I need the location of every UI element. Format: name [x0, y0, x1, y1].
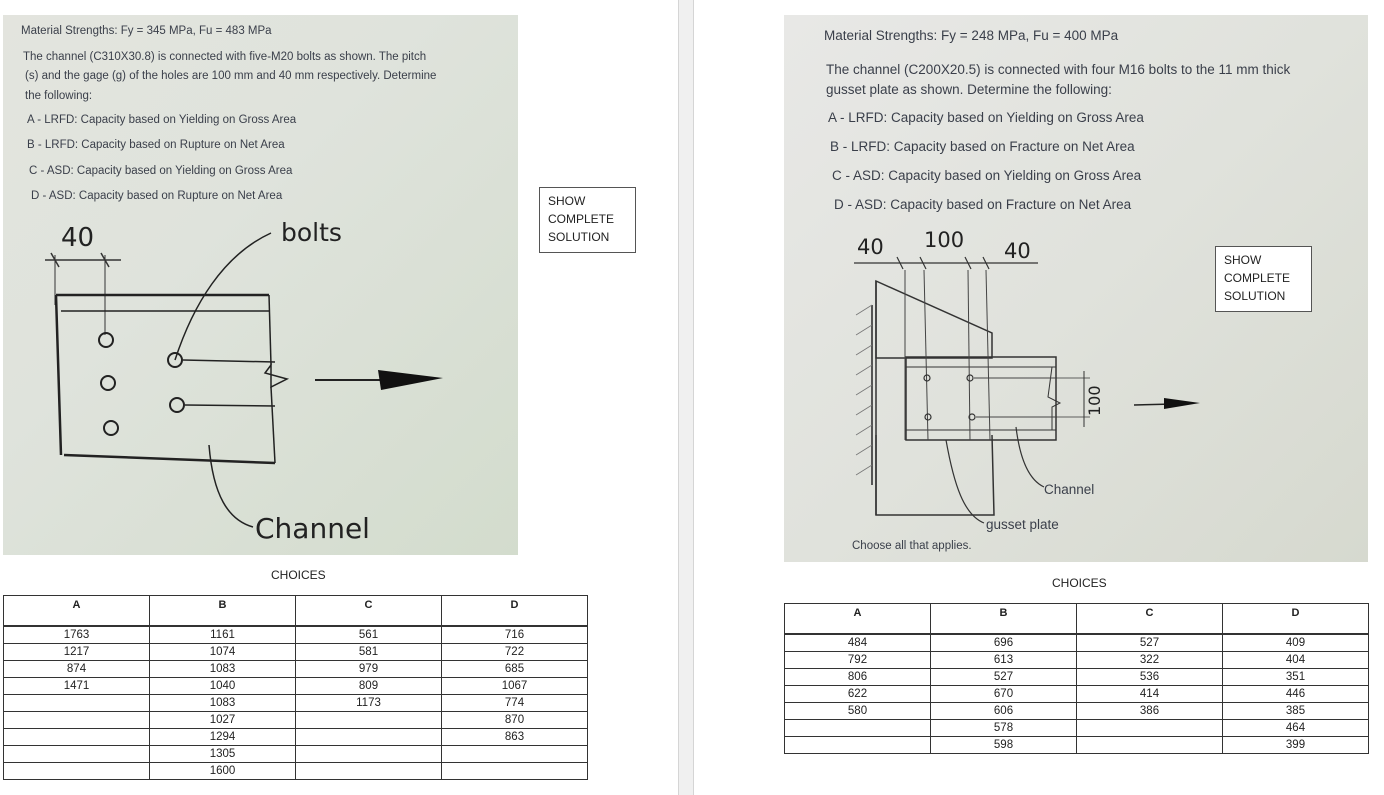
- table-row: [785, 669, 1369, 686]
- table-cell: 561: [296, 626, 442, 644]
- right-label-channel: Channel: [1044, 482, 1095, 497]
- table-cell: 863: [442, 729, 588, 746]
- table-cell: 1067: [442, 678, 588, 695]
- left-problem-image: [3, 15, 518, 555]
- left-label-channel: Channel: [255, 512, 370, 545]
- left-label-bolts: bolts: [281, 218, 342, 247]
- column-header-d: D: [442, 596, 588, 627]
- table-cell: [785, 737, 931, 754]
- column-header-d: D: [1223, 604, 1369, 635]
- table-cell: 484: [785, 634, 931, 652]
- table-row: [785, 686, 1369, 703]
- left-problem-line: The channel (C310X30.8) is connected with five-M20 bolts as shown. The pitch: [23, 51, 427, 63]
- table-cell: 1173: [296, 695, 442, 712]
- right-problem-line: gusset plate as shown. Determine the following:: [826, 82, 1112, 97]
- table-cell: [785, 720, 931, 737]
- table-cell: 386: [1077, 703, 1223, 720]
- table-cell: 622: [785, 686, 931, 703]
- right-label-gusset-plate: gusset plate: [986, 517, 1059, 532]
- column-header-b: B: [150, 596, 296, 627]
- table-cell: [4, 712, 150, 729]
- left-choices-table: [3, 595, 588, 780]
- table-cell: [4, 763, 150, 780]
- table-cell: 536: [1077, 669, 1223, 686]
- table-cell: 527: [931, 669, 1077, 686]
- table-row: [4, 626, 588, 644]
- table-cell: 414: [1077, 686, 1223, 703]
- column-header-c: C: [1077, 604, 1223, 635]
- left-problem-line: (s) and the gage (g) of the holes are 100 mm and 40 mm respectively. Determine: [25, 70, 437, 82]
- left-choices-title: CHOICES: [271, 568, 326, 582]
- column-header-b: B: [931, 604, 1077, 635]
- table-cell: 581: [296, 644, 442, 661]
- complete-text: COMPLETE: [548, 212, 615, 226]
- table-cell: [4, 746, 150, 763]
- table-cell: 1471: [4, 678, 150, 695]
- table-row: [4, 695, 588, 712]
- right-material-strengths: Material Strengths: Fy = 248 MPa, Fu = 400 MPa: [824, 28, 1119, 43]
- table-cell: [1077, 737, 1223, 754]
- column-header-a: A: [785, 604, 931, 635]
- column-header-a: A: [4, 596, 150, 627]
- table-row: [4, 644, 588, 661]
- table-cell: 716: [442, 626, 588, 644]
- table-cell: 1763: [4, 626, 150, 644]
- table-cell: 1083: [150, 661, 296, 678]
- table-cell: 792: [785, 652, 931, 669]
- table-cell: 1027: [150, 712, 296, 729]
- table-row: [785, 720, 1369, 737]
- table-cell: 598: [931, 737, 1077, 754]
- right-item-b: B - LRFD: Capacity based on Fracture on Net Area: [830, 139, 1135, 154]
- left-material-strengths: Material Strengths: Fy = 345 MPa, Fu = 483 MPa: [21, 25, 272, 37]
- right-dim-40b: 40: [1004, 239, 1031, 263]
- right-item-c: C - ASD: Capacity based on Yielding on Gross Area: [832, 168, 1142, 183]
- left-dim-40: 40: [61, 223, 95, 253]
- left-show-solution-box: [539, 187, 636, 253]
- table-cell: 809: [296, 678, 442, 695]
- table-cell: [442, 763, 588, 780]
- show-text: SHOW: [548, 194, 586, 208]
- table-cell: 696: [931, 634, 1077, 652]
- solution-text: SOLUTION: [1224, 289, 1286, 303]
- right-choices-title: CHOICES: [1052, 576, 1107, 590]
- table-header-row: [4, 596, 588, 627]
- table-cell: 1083: [150, 695, 296, 712]
- table-cell: 613: [931, 652, 1077, 669]
- table-cell: 870: [442, 712, 588, 729]
- column-header-c: C: [296, 596, 442, 627]
- table-cell: 1040: [150, 678, 296, 695]
- table-cell: [4, 695, 150, 712]
- table-cell: 1294: [150, 729, 296, 746]
- left-item-b: B - LRFD: Capacity based on Rupture on Net Area: [27, 139, 285, 151]
- table-cell: 446: [1223, 686, 1369, 703]
- table-row: [785, 634, 1369, 652]
- table-cell: 464: [1223, 720, 1369, 737]
- table-cell: 774: [442, 695, 588, 712]
- table-cell: 351: [1223, 669, 1369, 686]
- table-cell: 685: [442, 661, 588, 678]
- page-divider: [678, 0, 694, 795]
- table-row: [785, 652, 1369, 669]
- table-row: [4, 712, 588, 729]
- table-cell: 399: [1223, 737, 1369, 754]
- table-cell: 606: [931, 703, 1077, 720]
- table-row: [785, 703, 1369, 720]
- table-cell: 580: [785, 703, 931, 720]
- table-cell: [296, 712, 442, 729]
- table-cell: 322: [1077, 652, 1223, 669]
- table-cell: [442, 746, 588, 763]
- left-connection-diagram: [3, 15, 518, 555]
- table-cell: [296, 763, 442, 780]
- complete-text: COMPLETE: [1224, 271, 1291, 285]
- table-cell: [4, 729, 150, 746]
- right-dim-40a: 40: [857, 235, 884, 259]
- table-cell: [296, 746, 442, 763]
- left-item-a: A - LRFD: Capacity based on Yielding on Gross Area: [27, 114, 297, 126]
- right-item-a: A - LRFD: Capacity based on Yielding on Gross Area: [828, 110, 1144, 125]
- table-cell: 874: [4, 661, 150, 678]
- table-row: [4, 678, 588, 695]
- right-choose-note: Choose all that applies.: [852, 540, 972, 552]
- table-row: [785, 737, 1369, 754]
- table-cell: 385: [1223, 703, 1369, 720]
- table-cell: 409: [1223, 634, 1369, 652]
- table-cell: 722: [442, 644, 588, 661]
- table-row: [4, 661, 588, 678]
- table-cell: 1161: [150, 626, 296, 644]
- left-item-d: D - ASD: Capacity based on Rupture on Net Area: [31, 190, 283, 202]
- table-cell: 1217: [4, 644, 150, 661]
- table-cell: 806: [785, 669, 931, 686]
- left-item-c: C - ASD: Capacity based on Yielding on Gross Area: [29, 165, 293, 177]
- table-cell: 1305: [150, 746, 296, 763]
- right-dim-100: 100: [924, 228, 965, 252]
- table-cell: [1077, 720, 1223, 737]
- table-cell: 1074: [150, 644, 296, 661]
- right-choices-table: [784, 603, 1369, 754]
- table-cell: 527: [1077, 634, 1223, 652]
- right-show-solution-box: [1215, 246, 1312, 312]
- right-item-d: D - ASD: Capacity based on Fracture on Net Area: [834, 197, 1132, 212]
- table-cell: 979: [296, 661, 442, 678]
- table-row: [4, 729, 588, 746]
- right-problem-line: The channel (C200X20.5) is connected with four M16 bolts to the 11 mm thick: [826, 62, 1291, 77]
- table-cell: [296, 729, 442, 746]
- table-header-row: [785, 604, 1369, 635]
- table-row: [4, 746, 588, 763]
- show-text: SHOW: [1224, 253, 1262, 267]
- table-cell: 404: [1223, 652, 1369, 669]
- table-row: [4, 763, 588, 780]
- table-cell: 578: [931, 720, 1077, 737]
- solution-text: SOLUTION: [548, 230, 610, 244]
- left-problem-line: the following:: [25, 90, 93, 102]
- right-dim-100-vertical: 100: [1085, 385, 1104, 416]
- table-cell: 1600: [150, 763, 296, 780]
- table-cell: 670: [931, 686, 1077, 703]
